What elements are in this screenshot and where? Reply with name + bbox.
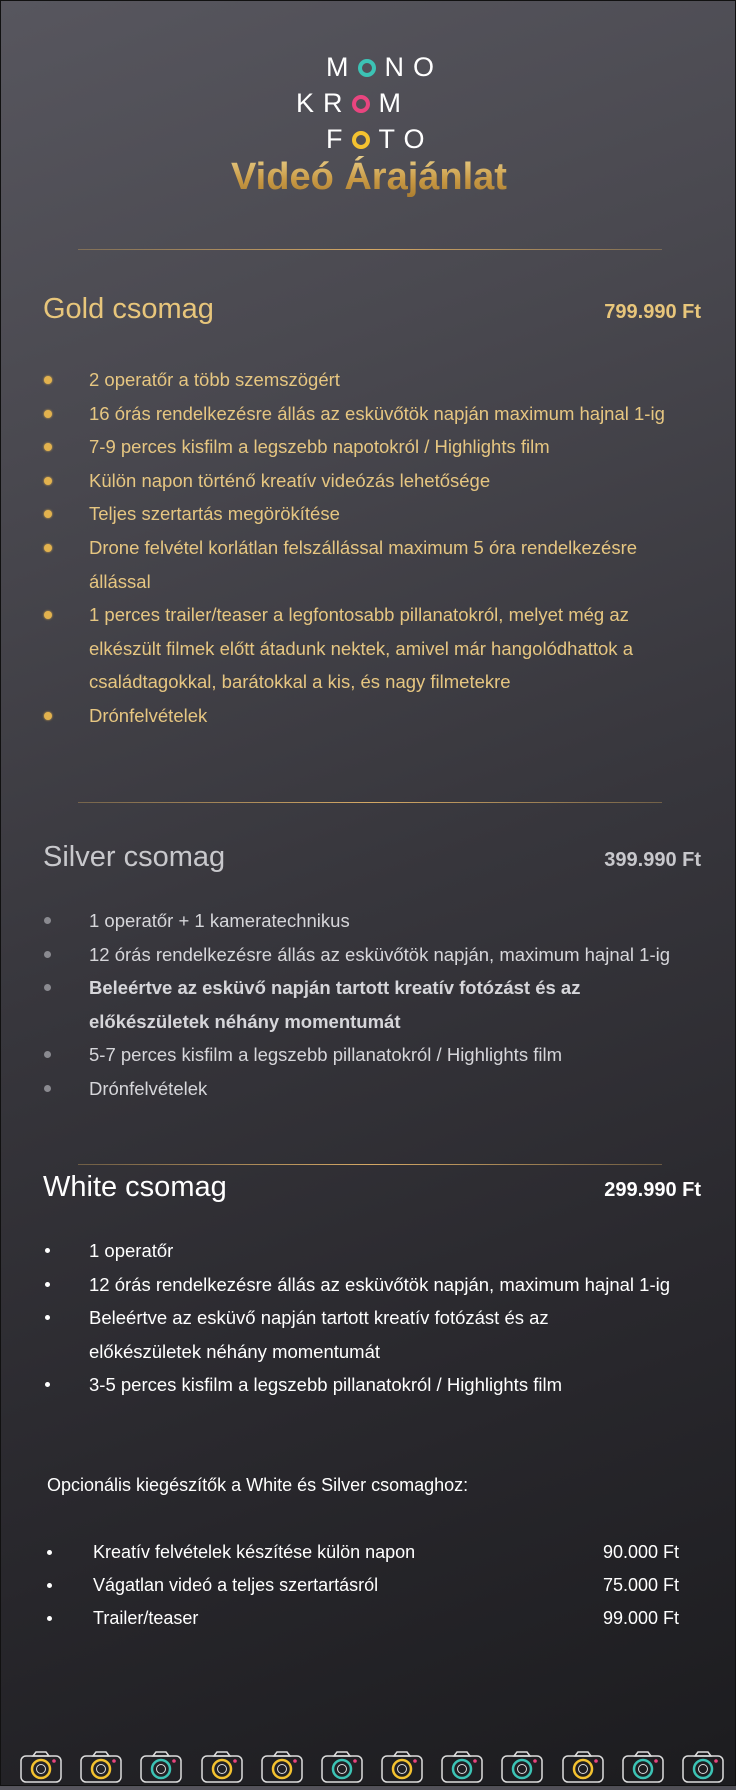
white-feature-list — [43, 1234, 703, 1402]
optional-item-price: 99.000 Ft — [603, 1608, 680, 1628]
list-item: 12 órás rendelkezésre állás az esküvőtök napján, maximum hajnal 1-ig — [43, 1268, 703, 1302]
list-item: 12 órás rendelkezésre állás az esküvőtök napján, maximum hajnal 1-ig — [43, 938, 703, 972]
list-item: 5-7 perces kisfilm a legszebb pillanatokról / Highlights film — [43, 1038, 703, 1072]
camera-icon — [561, 1749, 605, 1785]
bullet-icon — [47, 1583, 52, 1588]
camera-icon — [500, 1749, 544, 1785]
bullet-icon — [44, 712, 52, 720]
list-item: Drónfelvételek — [43, 1072, 703, 1106]
camera-icon — [260, 1749, 304, 1785]
divider — [78, 802, 662, 803]
list-item: 3-5 perces kisfilm a legszebb pillanatokról / Highlights film — [43, 1368, 703, 1402]
optional-item-price: 75.000 Ft — [603, 1575, 680, 1595]
optional-item — [47, 1608, 687, 1641]
bullet-icon — [44, 544, 52, 552]
optional-item-label: Kreatív felvételek készítése külön napon — [93, 1542, 416, 1562]
camera-icon — [440, 1749, 484, 1785]
logo-row-mono: M NO — [326, 52, 443, 82]
logo-ring-pink — [352, 95, 370, 113]
bullet-icon — [44, 1051, 51, 1058]
logo-ring-yellow — [352, 131, 370, 149]
bullet-icon — [44, 984, 51, 991]
white-package-name: White csomag — [43, 1171, 227, 1203]
bullet-icon — [47, 1616, 52, 1621]
camera-icon — [380, 1749, 424, 1785]
bullet-icon — [44, 510, 52, 518]
logo-row-foto: F TO — [326, 124, 434, 154]
logo-ring-teal — [358, 59, 376, 77]
silver-package-price: 399.990 Ft — [604, 849, 701, 871]
optional-item-price: 90.000 Ft — [603, 1542, 680, 1562]
bullet-icon — [44, 410, 52, 418]
divider — [78, 249, 662, 250]
list-item: 1 operatőr — [43, 1234, 703, 1268]
list-item: Külön napon történő kreatív videózás lehetősége — [43, 464, 703, 498]
gold-package-name: Gold csomag — [43, 293, 214, 325]
camera-icon — [139, 1749, 183, 1785]
optional-extras-title: Opcionális kiegészítők a White és Silver csomaghoz: — [47, 1475, 469, 1495]
bullet-icon — [45, 1248, 50, 1253]
bullet-icon — [45, 1315, 50, 1320]
camera-icon — [79, 1749, 123, 1785]
bullet-icon — [44, 917, 51, 924]
list-item: 7-9 perces kisfilm a legszebb napotokról / Highlights film — [43, 430, 703, 464]
gold-feature-list — [43, 363, 703, 733]
bullet-icon — [44, 951, 51, 958]
list-item: 2 operatőr a több szemszögért — [43, 363, 703, 397]
bullet-icon — [44, 477, 52, 485]
bullet-icon — [44, 443, 52, 451]
list-item: 1 perces trailer/teaser a legfontosabb pillanatokról, melyet még az elkészült filmek előtt átadunk nektek, amivel már hangolódhattok a családtagokkal, barátokkal a kis, és nagy filmetekre — [43, 598, 703, 699]
bullet-icon — [44, 376, 52, 384]
list-item: Teljes szertartás megörökítése — [43, 497, 703, 531]
camera-icon — [320, 1749, 364, 1785]
optional-item-label: Vágatlan videó a teljes szertartásról — [93, 1575, 379, 1595]
logo-row-krom: KR M — [296, 88, 411, 118]
optional-item — [47, 1575, 687, 1608]
list-item: Drone felvétel korlátlan felszállással maximum 5 óra rendelkezésre állással — [43, 531, 703, 598]
camera-icon — [200, 1749, 244, 1785]
list-item: Beleértve az esküvő napján tartott kreatív fotózást és az előkészületek néhány momentumát — [43, 971, 703, 1038]
bullet-icon — [45, 1282, 50, 1287]
optional-item — [47, 1542, 687, 1575]
bullet-icon — [44, 1085, 51, 1092]
camera-icon-row — [19, 1745, 725, 1785]
page-title: Videó Árajánlat — [1, 156, 736, 199]
list-item: Beleértve az esküvő napján tartott kreatív fotózást és az előkészületek néhány momentumát — [43, 1301, 703, 1368]
bullet-icon — [47, 1550, 52, 1555]
bullet-icon — [44, 611, 52, 619]
camera-icon — [681, 1749, 725, 1785]
silver-package-name: Silver csomag — [43, 841, 226, 873]
white-package-price: 299.990 Ft — [604, 1179, 701, 1201]
list-item: 1 operatőr + 1 kameratechnikus — [43, 904, 703, 938]
camera-icon — [19, 1749, 63, 1785]
list-item: 16 órás rendelkezésre állás az esküvőtök napján maximum hajnal 1-ig — [43, 397, 703, 431]
list-item: Drónfelvételek — [43, 699, 703, 733]
bullet-icon — [45, 1382, 50, 1387]
divider — [78, 1164, 662, 1165]
camera-icon — [621, 1749, 665, 1785]
gold-package-price: 799.990 Ft — [604, 301, 701, 323]
optional-item-label: Trailer/teaser — [93, 1608, 199, 1628]
silver-feature-list — [43, 904, 703, 1106]
